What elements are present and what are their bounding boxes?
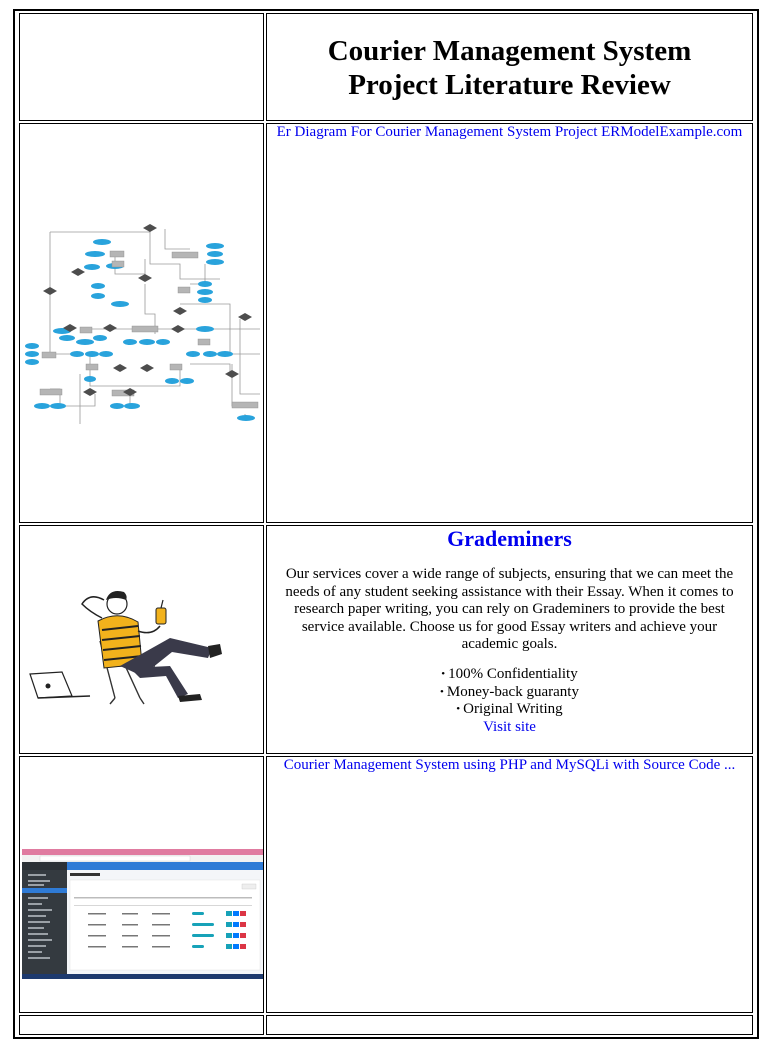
student-illustration[interactable]	[20, 526, 264, 754]
admin-screenshot-image[interactable]	[20, 757, 264, 1013]
admin-screenshot-link[interactable]: Courier Management System using PHP and MySQLi with Source Code ...	[283, 757, 736, 773]
visit-site-container	[267, 719, 752, 736]
ad-title[interactable]: Grademiners	[447, 526, 572, 551]
ad-feature-list	[267, 666, 752, 719]
er-diagram-image[interactable]	[20, 124, 264, 523]
header-title-cell	[266, 13, 753, 121]
admin-screenshot-result-cell	[266, 756, 753, 1013]
ad-feature-item: • 100% Confidentiality	[267, 666, 752, 684]
page-title-line1: Courier Management System	[327, 35, 692, 67]
header-empty-cell	[19, 13, 264, 121]
admin-screenshot-image-cell[interactable]	[19, 756, 264, 1013]
visit-site-link[interactable]: Visit site	[483, 719, 536, 735]
ad-feature-item: • Money-back guaranty	[267, 684, 752, 702]
er-diagram-link[interactable]: Er Diagram For Courier Management System Project ERModelExample.com	[276, 124, 743, 140]
ad-cell	[266, 525, 753, 754]
ad-image-cell[interactable]	[19, 525, 264, 754]
next-row-right-cell	[266, 1015, 753, 1035]
ad-feature-item: • Original Writing	[267, 701, 752, 719]
er-diagram-result-cell	[266, 123, 753, 523]
next-row-left-cell	[19, 1015, 264, 1035]
ad-description: Our services cover a wide range of subjects, ensuring that we can meet the needs of any student seeking assistance with their Essay. When it comes to research paper writing, you can rely on Grademiners to provide the best service available. Choose us for good Essay writers and achieve your academic goals.	[285, 566, 734, 652]
er-diagram-image-cell[interactable]	[19, 123, 264, 523]
page-title-line2: Project Literature Review	[348, 69, 671, 101]
page-title	[267, 34, 752, 102]
